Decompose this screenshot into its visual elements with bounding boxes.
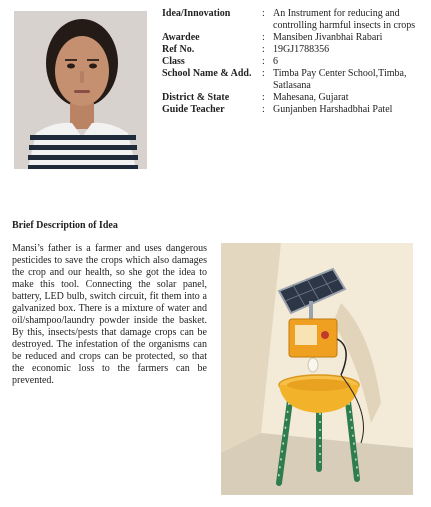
detail-row-district bbox=[162, 92, 424, 104]
detail-label: School Name & Add. bbox=[162, 68, 252, 79]
detail-row-ref-no bbox=[162, 44, 424, 56]
detail-separator: : bbox=[262, 68, 265, 79]
detail-label: Ref No. bbox=[162, 44, 195, 55]
detail-value: Mahesana, Gujarat bbox=[273, 92, 349, 103]
solar-insect-trap-photo bbox=[221, 243, 413, 495]
product-photo bbox=[221, 243, 413, 495]
detail-value: An Instrument for reducing and controlling harmful insects in crops bbox=[273, 8, 416, 31]
detail-separator: : bbox=[262, 44, 265, 55]
detail-value: 6 bbox=[273, 56, 278, 67]
detail-label: Guide Teacher bbox=[162, 104, 225, 115]
detail-label: Class bbox=[162, 56, 185, 67]
detail-row-awardee bbox=[162, 32, 424, 44]
detail-label: Idea/Innovation bbox=[162, 8, 231, 19]
student-portrait-photo bbox=[14, 11, 147, 169]
awardee-photo bbox=[14, 11, 147, 169]
detail-label: Awardee bbox=[162, 32, 200, 43]
awardee-details bbox=[162, 8, 424, 116]
detail-row-guide-teacher bbox=[162, 104, 424, 116]
detail-row-idea bbox=[162, 8, 424, 32]
detail-separator: : bbox=[262, 92, 265, 103]
idea-description: Mansi’s father is a farmer and uses dangerous pesticides to save the crops which also damages the crop and our health, so she got the idea to make this tool. Connecting the solar panel, battery, LED bulb, switch circuit, fit them into a galvanized box. There is a mixture of water and oil/shampoo/laundry powder inside the basket. By this, insects/pests that damage crops can be destroyed. The infestation of the organisms can be reduced and crops can be protected, so that the economic loss to the farmers can be prevented. bbox=[12, 243, 207, 386]
detail-separator: : bbox=[262, 8, 265, 19]
detail-separator: : bbox=[262, 32, 265, 43]
section-title: Brief Description of Idea bbox=[12, 220, 118, 231]
detail-separator: : bbox=[262, 56, 265, 67]
detail-value: Gunjanben Harshadbhai Patel bbox=[273, 104, 393, 115]
detail-value: Timba Pay Center School,Timba, Satlasana bbox=[273, 68, 407, 91]
detail-row-school bbox=[162, 68, 424, 92]
detail-value: 19GJ1788356 bbox=[273, 44, 330, 55]
detail-value: Mansiben Jivanbhai Rabari bbox=[273, 32, 383, 43]
detail-label: District & State bbox=[162, 92, 230, 103]
detail-separator: : bbox=[262, 104, 265, 115]
detail-row-class bbox=[162, 56, 424, 68]
